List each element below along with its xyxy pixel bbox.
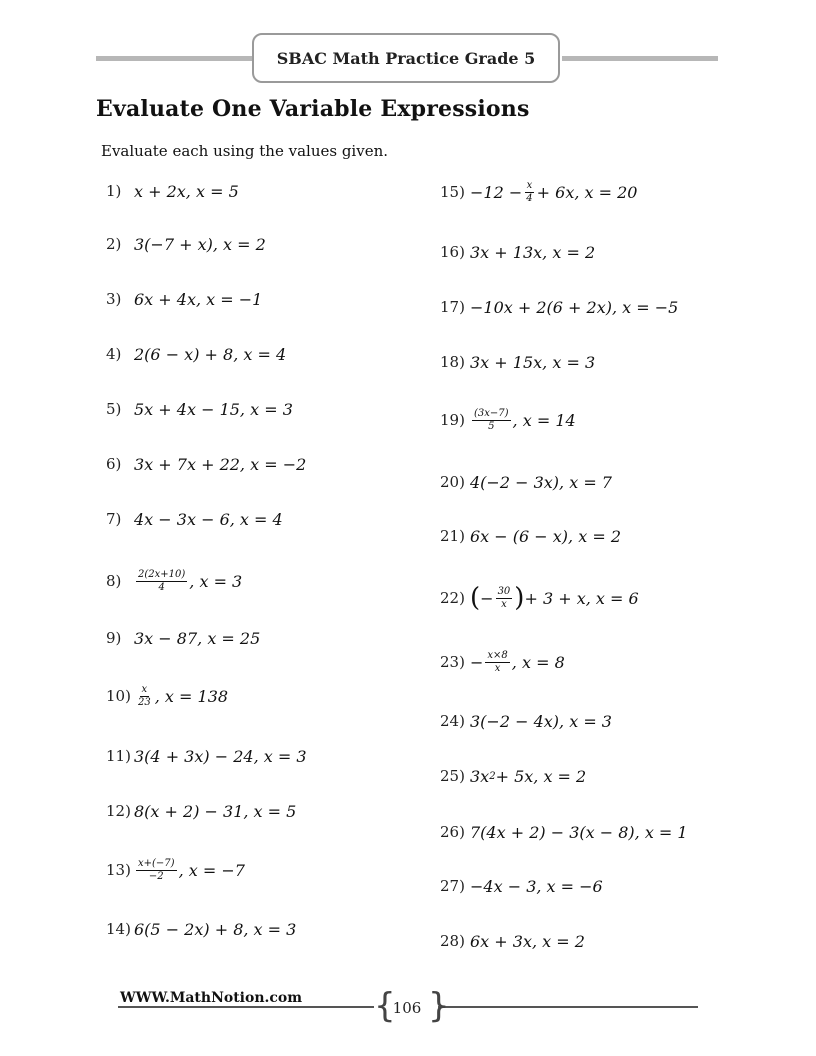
fraction-numerator: 2(2x+10) <box>138 568 186 580</box>
problem-item <box>440 521 621 551</box>
left-brace-icon: { <box>374 986 396 1026</box>
problem-item <box>440 926 585 956</box>
fraction-denominator: x <box>494 662 501 674</box>
problem-item <box>106 566 242 596</box>
problem-number: 24) <box>440 712 465 730</box>
expression-prefix: − <box>480 588 494 608</box>
problem-expression <box>134 858 245 883</box>
problem-number: 6) <box>106 455 122 473</box>
problem-number: 10) <box>106 687 131 705</box>
problem-number: 20) <box>440 473 465 491</box>
problem-item <box>106 449 306 479</box>
problem-expression <box>470 527 621 546</box>
expression-text: 3(−2 − 4x), x = 3 <box>470 711 612 731</box>
problem-expression <box>134 747 307 766</box>
expression-text: 6(5 − 2x) + 8, x = 3 <box>134 919 297 939</box>
problem-number: 15) <box>440 183 465 201</box>
problem-number: 5) <box>106 400 122 418</box>
problem-item <box>440 871 603 901</box>
right-brace-icon: } <box>428 986 450 1026</box>
fraction-numerator: 30 <box>497 585 511 597</box>
page-number: 106 <box>392 999 422 1017</box>
problem-number: 18) <box>440 353 465 371</box>
problem-number: 14) <box>106 920 131 938</box>
expression-text: 3x + 15x, x = 3 <box>470 352 596 372</box>
expression-text: −4x − 3, x = −6 <box>470 876 603 896</box>
problem-item <box>106 229 266 259</box>
expression-suffix: , x = −7 <box>178 860 245 880</box>
problem-item <box>106 176 239 206</box>
problem-item <box>106 623 260 653</box>
problem-number: 28) <box>440 932 465 950</box>
problem-item <box>106 681 228 711</box>
fraction-denominator: x <box>501 598 507 610</box>
right-paren: ) <box>514 583 525 613</box>
fraction-numerator: x <box>141 683 148 695</box>
expression-suffix: , x = 3 <box>189 571 243 591</box>
fraction-denominator: −2 <box>148 870 164 882</box>
problem-item <box>440 347 595 377</box>
expression-text: 6x − (6 − x), x = 2 <box>470 526 621 546</box>
problem-expression <box>470 180 637 205</box>
problem-number: 1) <box>106 182 122 200</box>
problem-number: 13) <box>106 861 131 879</box>
problem-number: 23) <box>440 653 465 671</box>
problem-expression <box>470 823 688 842</box>
problem-expression <box>470 877 603 896</box>
problem-item <box>440 647 565 677</box>
footer-rule-right <box>438 1006 698 1008</box>
problem-number: 17) <box>440 298 465 316</box>
problem-expression <box>470 243 595 262</box>
problem-item <box>440 467 612 497</box>
problem-expression <box>134 455 306 474</box>
problem-item <box>440 817 688 847</box>
problem-number: 7) <box>106 510 122 528</box>
fraction-numerator: x+(−7) <box>138 857 175 869</box>
problem-expression <box>134 400 293 419</box>
problem-number: 26) <box>440 823 465 841</box>
problem-item <box>106 741 307 771</box>
expression-suffix: + 3 + x, x = 6 <box>524 588 639 608</box>
problem-number: 11) <box>106 747 131 765</box>
expression-suffix: , x = 14 <box>512 410 576 430</box>
header-rule-left <box>96 56 254 61</box>
problem-expression <box>134 684 228 709</box>
expression-text: x + 2x, x = 5 <box>134 181 239 201</box>
fraction-denominator: 4 <box>526 192 533 204</box>
header-title: SBAC Math Practice Grade 5 <box>252 33 560 83</box>
expression-prefix: − <box>470 652 484 672</box>
fraction <box>136 569 187 594</box>
expression-text: + 5x, x = 2 <box>495 766 587 786</box>
expression-text: 3x + 13x, x = 2 <box>470 242 596 262</box>
problem-expression <box>470 473 612 492</box>
problem-expression <box>470 767 586 786</box>
expression-text: 3(−7 + x), x = 2 <box>134 234 266 254</box>
footer-rule-left <box>118 1006 374 1008</box>
problem-expression <box>134 182 239 201</box>
expression-suffix: , x = 138 <box>154 686 229 706</box>
fraction-numerator: (3x−7) <box>474 407 509 419</box>
expression-prefix: −12 − <box>470 182 523 202</box>
expression-text: 4x − 3x − 6, x = 4 <box>134 509 283 529</box>
expression-text: 3x <box>470 766 490 786</box>
problem-expression <box>470 298 678 317</box>
fraction-numerator: x×8 <box>487 649 508 661</box>
problem-expression <box>470 712 612 731</box>
fraction <box>496 586 513 611</box>
problem-number: 3) <box>106 290 122 308</box>
expression-text: 4(−2 − 3x), x = 7 <box>470 472 612 492</box>
fraction <box>472 408 511 433</box>
problem-number: 21) <box>440 527 465 545</box>
problem-expression <box>134 629 260 648</box>
problem-item <box>440 237 595 267</box>
problem-item <box>106 855 245 885</box>
expression-text: 6x + 3x, x = 2 <box>470 931 585 951</box>
problem-item <box>106 394 293 424</box>
problem-number: 9) <box>106 629 122 647</box>
fraction-denominator: 5 <box>488 420 495 432</box>
problem-item <box>440 177 637 207</box>
problem-item <box>440 761 586 791</box>
expression-text: 7(4x + 2) − 3(x − 8), x = 1 <box>470 822 688 842</box>
fraction <box>524 180 534 205</box>
problem-item <box>440 405 576 435</box>
problem-item <box>106 339 286 369</box>
problem-expression <box>134 569 242 594</box>
problem-expression <box>134 345 286 364</box>
fraction-numerator: x <box>526 179 533 191</box>
exponent: 2 <box>489 770 496 782</box>
expression-text: 6x + 4x, x = −1 <box>134 289 263 309</box>
problem-number: 2) <box>106 235 122 253</box>
footer-website: WWW.MathNotion.com <box>120 990 303 1006</box>
header-rule-right <box>562 56 718 61</box>
expression-text: 3x − 87, x = 25 <box>134 628 261 648</box>
fraction <box>485 650 509 675</box>
expression-text: 5x + 4x − 15, x = 3 <box>134 399 293 419</box>
fraction <box>136 858 177 883</box>
problem-item <box>440 583 639 613</box>
problem-expression <box>134 802 296 821</box>
expression-text: 8(x + 2) − 31, x = 5 <box>134 801 297 821</box>
problem-expression <box>134 290 262 309</box>
problem-expression <box>134 235 266 254</box>
left-paren: ( <box>470 583 481 613</box>
problem-expression <box>134 510 283 529</box>
expression-text: 2(6 − x) + 8, x = 4 <box>134 344 287 364</box>
problem-number: 27) <box>440 877 465 895</box>
problem-number: 16) <box>440 243 465 261</box>
expression-text: −10x + 2(6 + 2x), x = −5 <box>470 297 679 317</box>
problem-expression <box>134 920 296 939</box>
expression-suffix: + 6x, x = 20 <box>536 182 638 202</box>
fraction-denominator: 23 <box>138 696 151 708</box>
expression-suffix: , x = 8 <box>511 652 565 672</box>
problem-number: 4) <box>106 345 122 363</box>
fraction <box>136 684 153 709</box>
problem-item <box>106 504 283 534</box>
page-title: Evaluate One Variable Expressions <box>96 96 530 122</box>
problem-expression <box>470 932 585 951</box>
expression-text: 3x + 7x + 22, x = −2 <box>134 454 307 474</box>
fraction-denominator: 4 <box>158 581 165 593</box>
problem-number: 19) <box>440 411 465 429</box>
problem-item <box>440 292 678 322</box>
problem-item <box>106 284 262 314</box>
problem-item <box>106 914 296 944</box>
instructions: Evaluate each using the values given. <box>101 142 389 160</box>
expression-text: 3(4 + 3x) − 24, x = 3 <box>134 746 307 766</box>
problem-number: 25) <box>440 767 465 785</box>
problem-number: 8) <box>106 572 122 590</box>
problem-expression <box>470 408 576 433</box>
problem-expression <box>470 585 639 611</box>
problem-expression <box>470 650 565 675</box>
problem-number: 12) <box>106 802 131 820</box>
problem-item <box>440 706 612 736</box>
problem-item <box>106 796 296 826</box>
problem-expression <box>470 353 595 372</box>
problem-number: 22) <box>440 589 465 607</box>
